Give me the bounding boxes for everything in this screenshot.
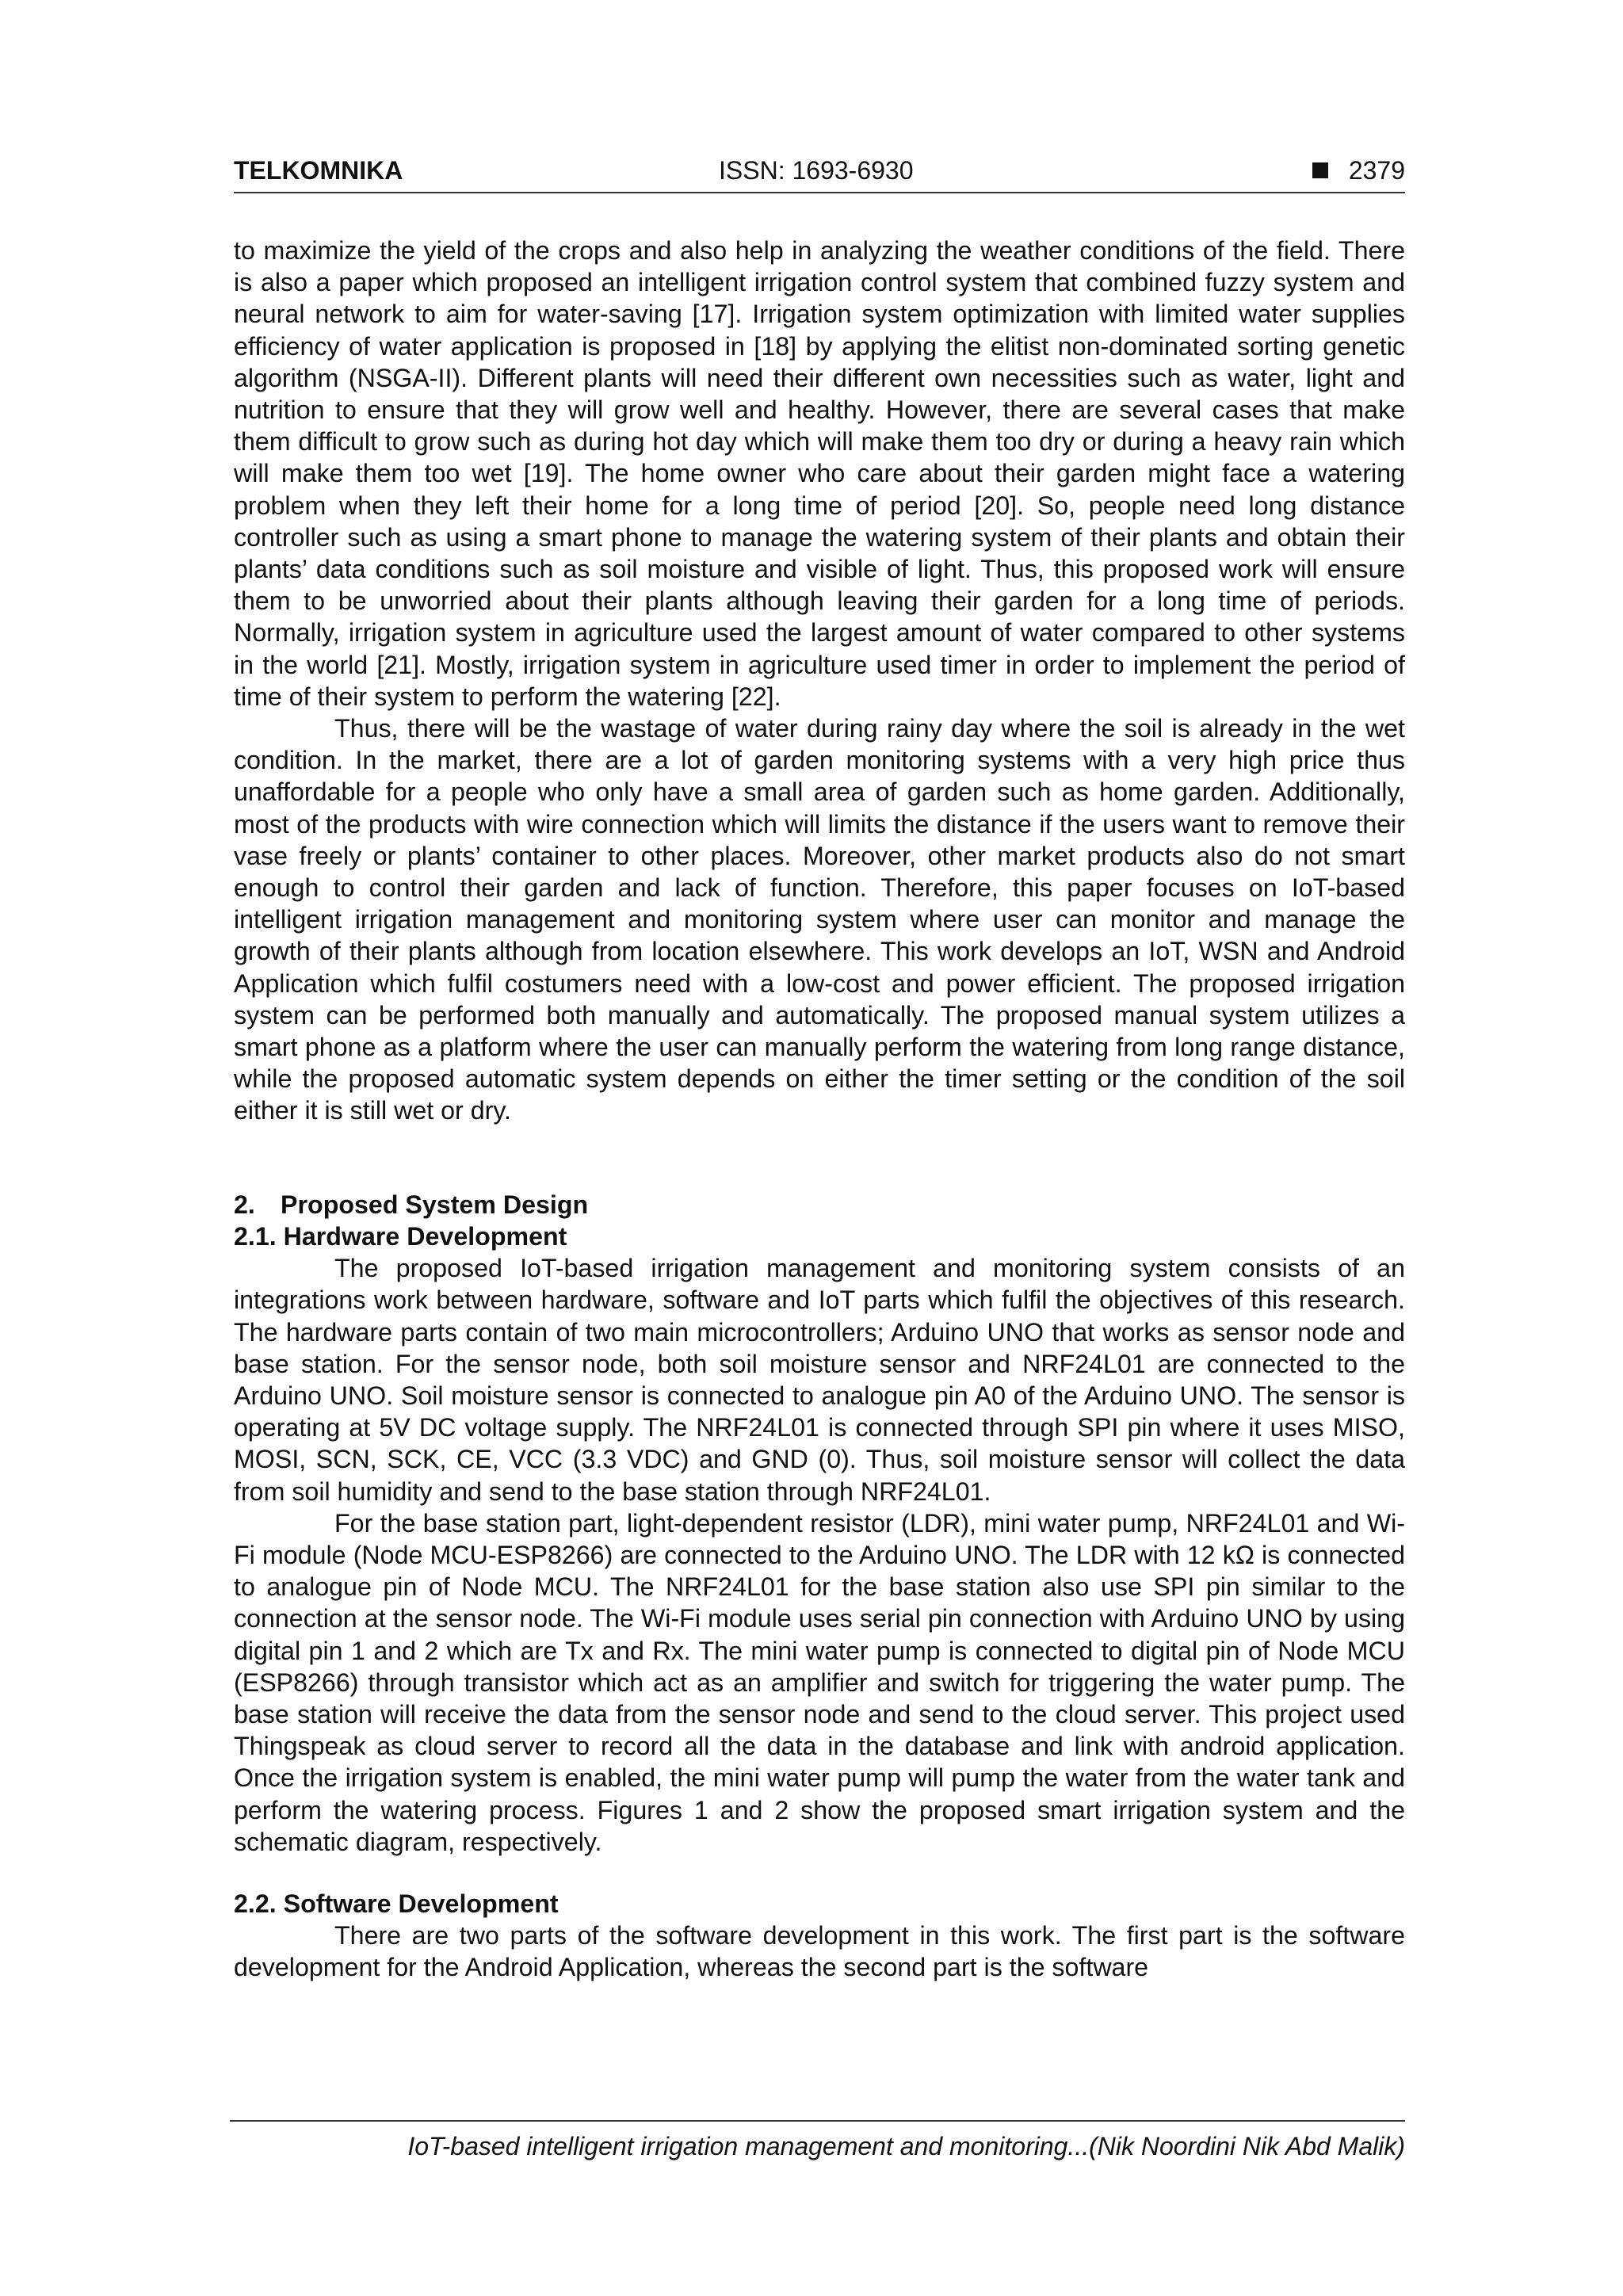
- paragraph-continued: to maximize the yield of the crops and also help in analyzing the weather conditions of the field. There is also a paper which proposed an intelligent irrigation control system that combined fuzzy system and neural network to aim for water-saving [17]. Irrigation system optimization with limited water supplies efficiency of water application is proposed in [18] by applying the elitist non-dominated sorting genetic algorithm (NSGA-II). Different plants will need their different own necessities such as water, light and nutrition to ensure that they will grow well and healthy. However, there are several cases that make them difficult to grow such as during hot day which will make them too dry or during a heavy rain which will make them too wet [19]. The home owner who care about their garden might face a watering problem when they left their home for a long time of period [20]. So, people need long distance controller such as using a smart phone to manage the watering system of their plants and obtain their plants’ data conditions such as soil moisture and visible of light. Thus, this proposed work will ensure them to be unworried about their plants although leaving their garden for a long time of periods. Normally, irrigation system in agriculture used the largest amount of water compared to other systems in the world [21]. Mostly, irrigation system in agriculture used timer in order to implement the period of time of their system to perform the watering [22].: [234, 236, 1405, 711]
- paragraph: For the base station part, light-dependent resistor (LDR), mini water pump, NRF24L01 and Wi-Fi module (Node MCU-ESP8266) are connected to the Arduino UNO. The LDR with 12 kΩ is connected to analogue pin of Node MCU. The NRF24L01 for the base station also use SPI pin similar to the connection at the sensor node. The Wi-Fi module uses serial pin connection with Arduino UNO by using digital pin 1 and 2 which are Tx and Rx. The mini water pump is connected to digital pin of Node MCU (ESP8266) through transistor which act as an amplifier and switch for triggering the water pump. The base station will receive the data from the sensor node and send to the cloud server. This project used Thingspeak as cloud server to record all the data in the database and link with android application. Once the irrigation system is enabled, the mini water pump will pump the water from the water tank and perform the watering process. Figures 1 and 2 show the proposed smart irrigation system and the schematic diagram, respectively.: [234, 1508, 1405, 1856]
- paragraph: Thus, there will be the wastage of water during rainy day where the soil is already in the wet condition. In the market, there are a lot of garden monitoring systems with a very high price thus unaffordable for a people who only have a small area of garden such as home garden. Additionally, most of the products with wire connection which will limits the distance if the users want to remove their vase freely or plants’ container to other places. Moreover, other market products also do not smart enough to control their garden and lack of function. Therefore, this paper focuses on IoT-based intelligent irrigation management and monitoring system where user can monitor and manage the growth of their plants although from location elsewhere. This work develops an IoT, WSN and Android Application which fulfil costumers need with a low-cost and power efficient. The proposed irrigation system can be performed both manually and automatically. The proposed manual system utilizes a smart phone as a platform where the user can manually perform the watering from long range distance, while the proposed automatic system depends on either the timer setting or the condition of the soil either it is still wet or dry.: [234, 714, 1405, 1125]
- page-number-group: [1312, 155, 1405, 185]
- journal-name: TELKOMNIKA: [234, 156, 403, 185]
- issn-label: ISSN: 1693-6930: [719, 156, 914, 185]
- page-header: [234, 155, 1405, 193]
- subsection-heading-hardware: 2.1. Hardware Development: [234, 1221, 567, 1251]
- section-heading: 2. Proposed System Design: [234, 1190, 589, 1219]
- paragraph: There are two parts of the software development in this work. The first part is the software development for the Android Application, whereas the second part is the software: [234, 1921, 1405, 1982]
- page-footer: [230, 2120, 1405, 2161]
- article-body: [234, 235, 1405, 1984]
- running-title: IoT-based intelligent irrigation management and monitoring...(Nik Noordini Nik Abd Malik): [407, 2132, 1405, 2160]
- paragraph: The proposed IoT-based irrigation management and monitoring system consists of an integrations work between hardware, software and IoT parts which fulfil the objectives of this research. The hardware parts contain of two main microcontrollers; Arduino UNO that works as sensor node and base station. For the sensor node, both soil moisture sensor and NRF24L01 are connected to the Arduino UNO. Soil moisture sensor is connected to analogue pin A0 of the Arduino UNO. The sensor is operating at 5V DC voltage supply. The NRF24L01 is connected through SPI pin where it uses MISO, MOSI, SCN, SCK, CE, VCC (3.3 VDC) and GND (0). Thus, soil moisture sensor will collect the data from soil humidity and send to the base station through NRF24L01.: [234, 1254, 1405, 1506]
- square-bullet-icon: [1312, 162, 1328, 178]
- page-number: 2379: [1348, 156, 1405, 185]
- subsection-heading-software: 2.2. Software Development: [234, 1889, 559, 1918]
